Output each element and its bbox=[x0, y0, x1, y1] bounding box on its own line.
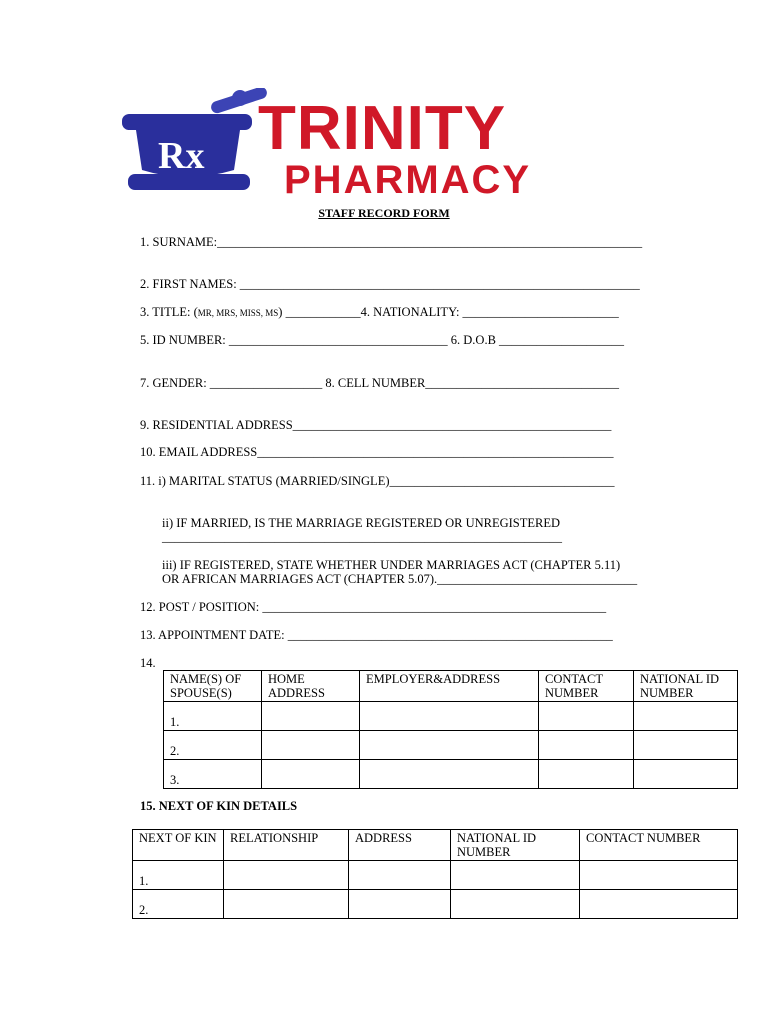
logo-name-line1: TRINITY bbox=[258, 94, 507, 163]
next-of-kin-heading: 15. NEXT OF KIN DETAILS bbox=[140, 799, 298, 813]
spouse-col-national-id: NATIONAL ID NUMBER bbox=[634, 671, 738, 702]
field-title-nationality[interactable] bbox=[140, 305, 619, 320]
row-number: 3. bbox=[164, 760, 262, 789]
table-cell[interactable] bbox=[451, 861, 580, 890]
kin-col-national-id: NATIONAL ID NUMBER bbox=[451, 830, 580, 861]
logo-name-line2: PHARMACY bbox=[284, 158, 532, 202]
field-id-dob[interactable]: 5. ID NUMBER: ___________________________________ 6. D.O.B ____________________ bbox=[140, 333, 625, 347]
form-title: STAFF RECORD FORM bbox=[318, 206, 450, 220]
table-cell[interactable] bbox=[539, 760, 634, 789]
field-appointment-date[interactable]: 13. APPOINTMENT DATE: ____________________________________________________ bbox=[140, 628, 613, 642]
table-cell[interactable] bbox=[360, 702, 539, 731]
field-post-position[interactable]: 12. POST / POSITION: _______________________________________________________ bbox=[140, 600, 607, 614]
row-number: 1. bbox=[133, 861, 224, 890]
field-surname[interactable]: 1. SURNAME:____________________________________________________________________ bbox=[140, 235, 643, 249]
table-row bbox=[133, 890, 738, 919]
spouse-col-employer: EMPLOYER&ADDRESS bbox=[360, 671, 539, 702]
table-cell[interactable] bbox=[634, 702, 738, 731]
table-cell[interactable] bbox=[349, 890, 451, 919]
field-residential-address[interactable]: 9. RESIDENTIAL ADDRESS___________________________________________________ bbox=[140, 418, 612, 432]
spouse-table bbox=[163, 670, 738, 789]
field-gender-cell[interactable]: 7. GENDER: __________________ 8. CELL NUMBER_______________________________ bbox=[140, 376, 620, 390]
table-row bbox=[133, 861, 738, 890]
row-number: 2. bbox=[133, 890, 224, 919]
table-cell[interactable] bbox=[349, 861, 451, 890]
field-14-label: 14. bbox=[140, 656, 156, 670]
table-row bbox=[164, 731, 738, 760]
field-first-names[interactable]: 2. FIRST NAMES: ________________________________________________________________ bbox=[140, 277, 640, 291]
table-cell[interactable] bbox=[580, 890, 738, 919]
row-number: 2. bbox=[164, 731, 262, 760]
field-nationality: ) ____________4. NATIONALITY: _________________________ bbox=[278, 305, 619, 319]
table-cell[interactable] bbox=[262, 731, 360, 760]
table-cell[interactable] bbox=[360, 731, 539, 760]
table-cell[interactable] bbox=[539, 702, 634, 731]
table-cell[interactable] bbox=[262, 760, 360, 789]
table-cell[interactable] bbox=[224, 861, 349, 890]
kin-col-relationship: RELATIONSHIP bbox=[224, 830, 349, 861]
next-of-kin-table bbox=[132, 829, 738, 919]
spouse-col-home-address: HOME ADDRESS bbox=[262, 671, 360, 702]
table-cell[interactable] bbox=[539, 731, 634, 760]
table-row bbox=[164, 702, 738, 731]
kin-col-address: ADDRESS bbox=[349, 830, 451, 861]
field-email-address[interactable]: 10. EMAIL ADDRESS_________________________________________________________ bbox=[140, 445, 614, 459]
field-marriage-act[interactable]: OR AFRICAN MARRIAGES ACT (CHAPTER 5.07).________________________________ bbox=[162, 572, 638, 586]
field-marital-status[interactable]: 11. i) MARITAL STATUS (MARRIED/SINGLE)____________________________________ bbox=[140, 474, 615, 488]
field-marriage-act-label: iii) IF REGISTERED, STATE WHETHER UNDER MARRIAGES ACT (CHAPTER 5.11) bbox=[162, 558, 621, 572]
table-cell[interactable] bbox=[634, 731, 738, 760]
table-cell[interactable] bbox=[224, 890, 349, 919]
field-marriage-registered[interactable]: ________________________________________________________________ bbox=[162, 530, 562, 544]
row-number: 1. bbox=[164, 702, 262, 731]
kin-col-contact: CONTACT NUMBER bbox=[580, 830, 738, 861]
table-cell[interactable] bbox=[451, 890, 580, 919]
table-row bbox=[164, 760, 738, 789]
table-cell[interactable] bbox=[580, 861, 738, 890]
title-options: MR, MRS, MISS, MS bbox=[197, 308, 279, 318]
field-marriage-registered-label: ii) IF MARRIED, IS THE MARRIAGE REGISTERED OR UNREGISTERED bbox=[162, 516, 561, 530]
table-cell[interactable] bbox=[262, 702, 360, 731]
spouse-col-contact: CONTACT NUMBER bbox=[539, 671, 634, 702]
table-cell[interactable] bbox=[634, 760, 738, 789]
table-cell[interactable] bbox=[360, 760, 539, 789]
field-title-label: 3. TITLE: ( bbox=[140, 305, 198, 319]
kin-col-next-of-kin: NEXT OF KIN bbox=[133, 830, 224, 861]
spouse-col-name: NAME(S) OF SPOUSE(S) bbox=[164, 671, 262, 702]
rx-mark: Rx bbox=[158, 135, 205, 177]
